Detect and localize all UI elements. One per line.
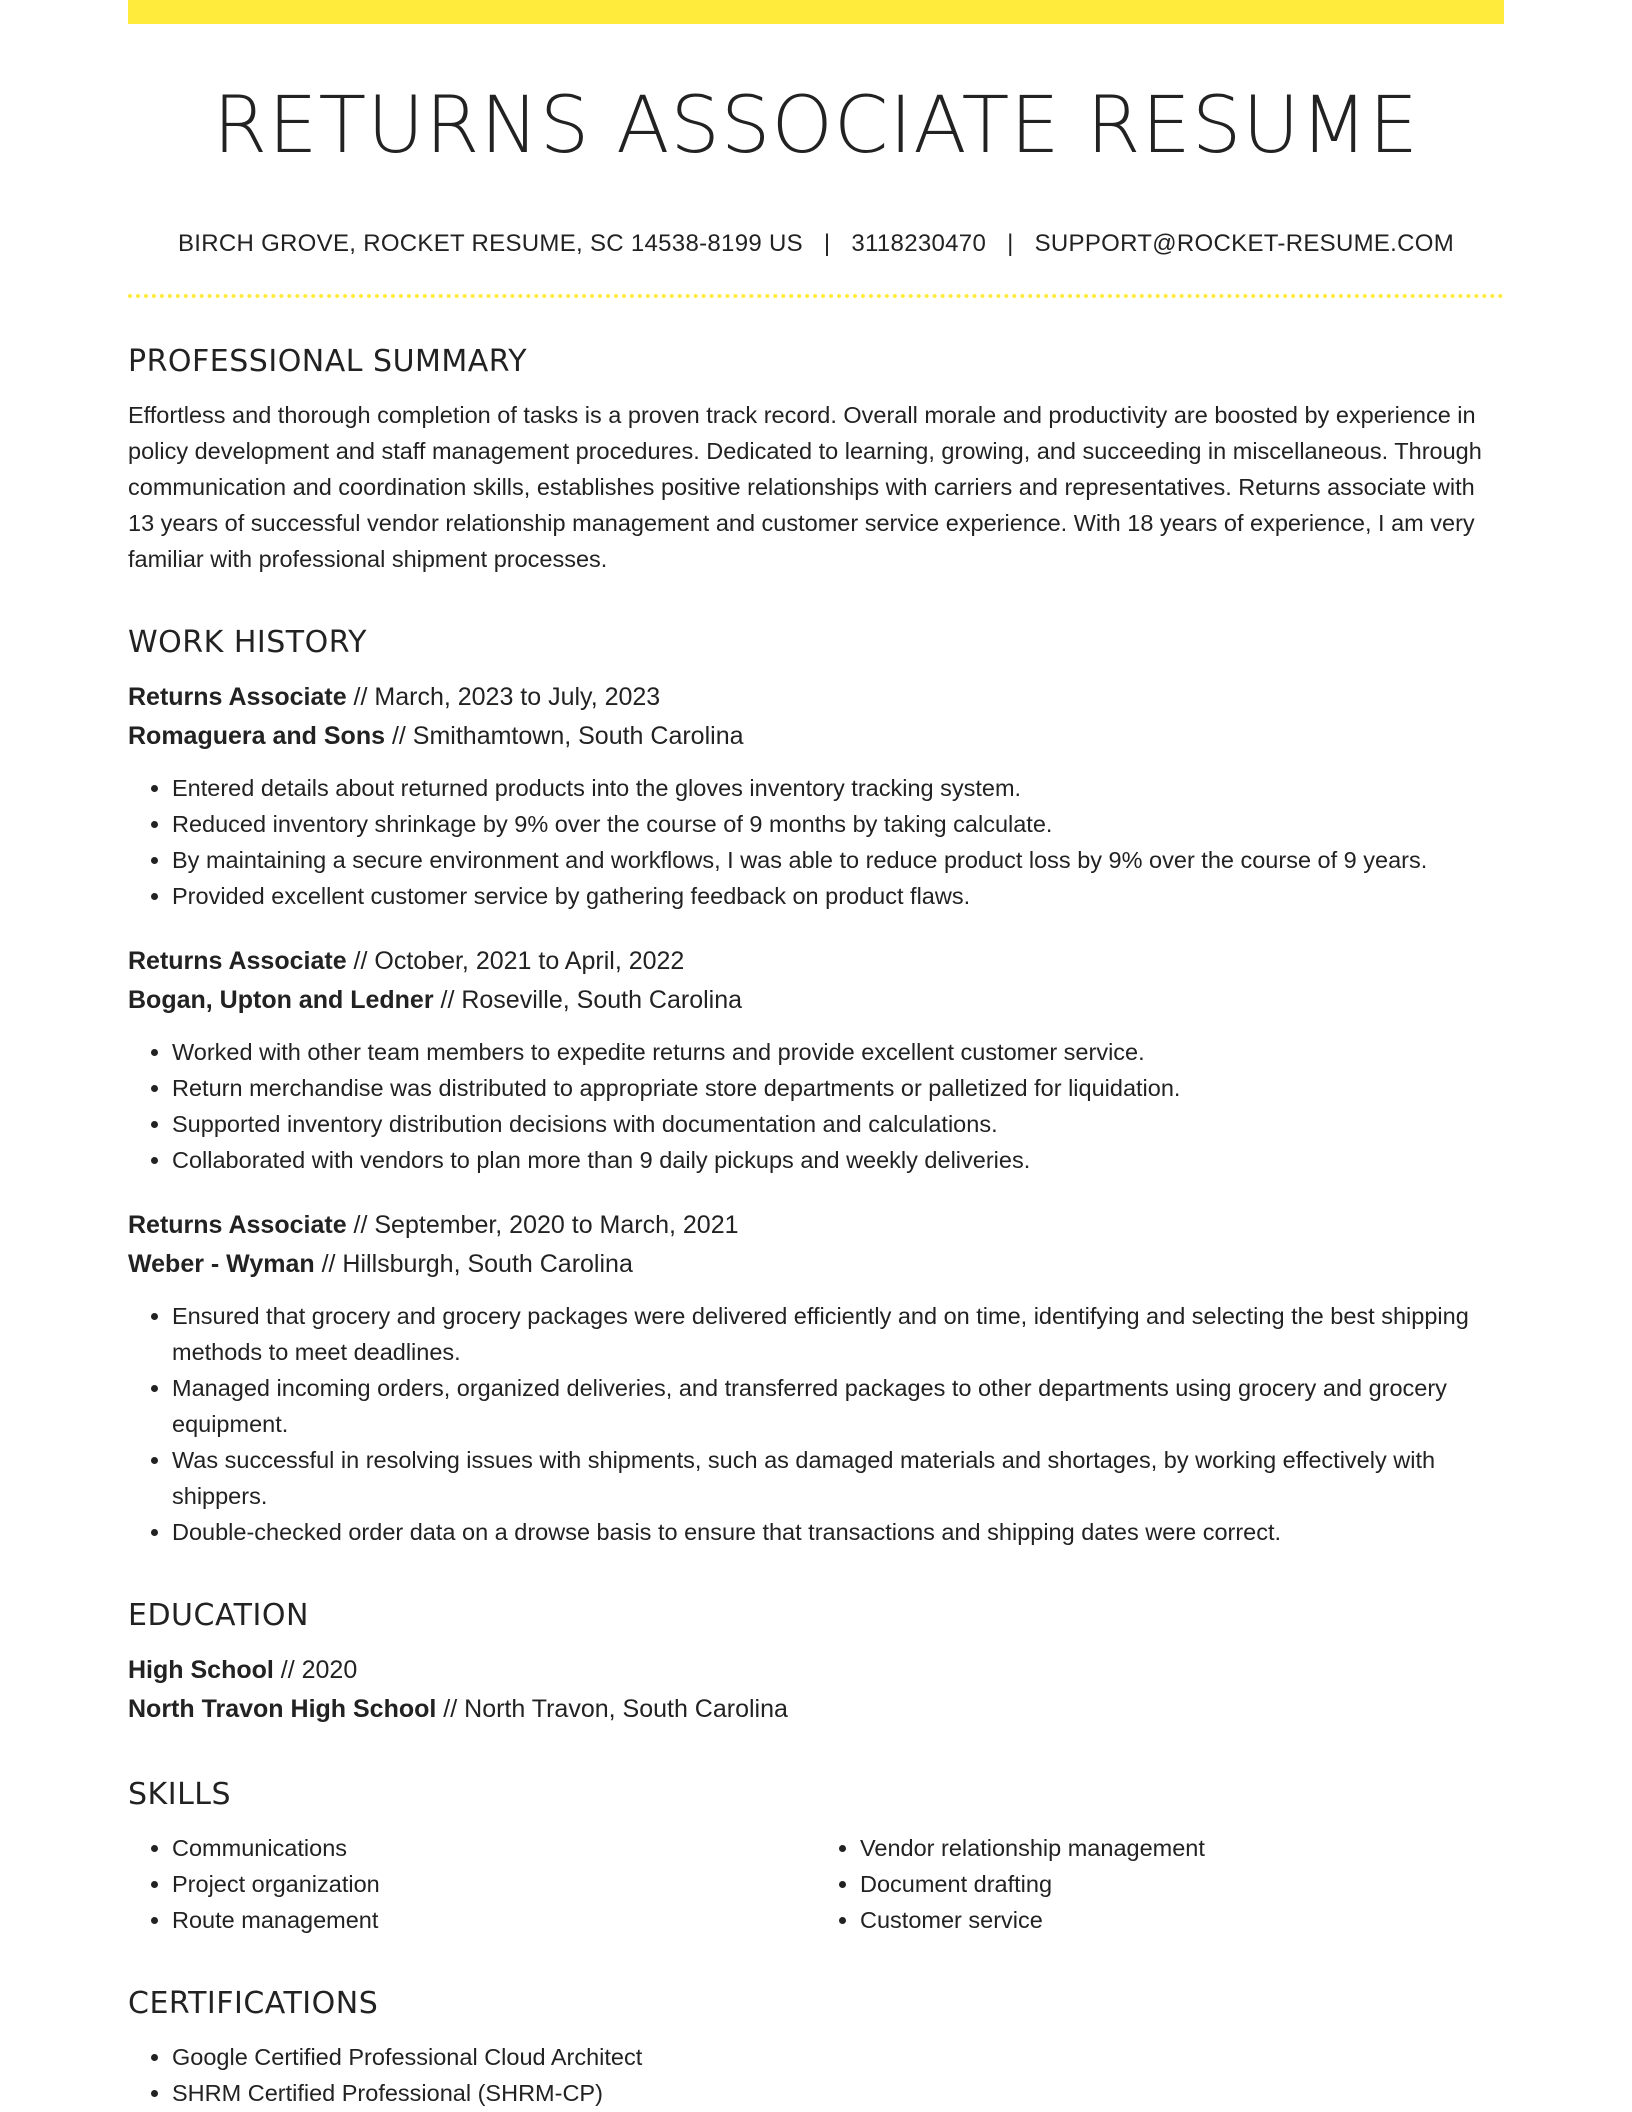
list-item: • Google Certified Professional Cloud Architect (172, 2039, 1504, 2075)
contact-phone: 3118230470 (851, 229, 987, 257)
work-history-heading: WORK HISTORY (128, 624, 367, 660)
list-item: • Return merchandise was distributed to appropriate store departments or palletized for liquidation. (172, 1070, 1504, 1106)
resume-page (128, 0, 1504, 2111)
job-title-line (128, 1206, 1504, 1245)
job-company-line (128, 981, 1504, 1020)
job-entry (128, 1206, 1504, 1550)
skills-section (128, 1777, 1504, 1938)
skills-grid (128, 1830, 1504, 1938)
contact-address: BIRCH GROVE, ROCKET RESUME, SC 14538-8199 US (177, 229, 803, 257)
education-section (128, 1598, 1504, 1729)
skills-list (816, 1830, 1504, 1938)
education-year: // 2020 (280, 1655, 358, 1684)
job-bullets (128, 1298, 1504, 1550)
list-item: • Worked with other team members to expedite returns and provide excellent customer service. (172, 1034, 1504, 1070)
summary-text: Effortless and thorough completion of tasks is a proven track record. Overall morale and productivity are boosted by experience in policy development and staff management procedures. Dedicated to learning, growing, and succeeding in miscellaneous. Through communication and coordination skills, establishes positive relationships with carriers and representatives. Returns associate with 13 years of successful vendor relationship management and customer service experience. With 18 years of experience, I am very familiar with professional shipment processes. (128, 401, 1482, 572)
list-item: • Project organization (172, 1866, 816, 1902)
contact-separator: | (1007, 229, 1014, 257)
job-dates: // September, 2020 to March, 2021 (353, 1210, 739, 1239)
job-company: Romaguera and Sons (128, 721, 385, 750)
dotted-divider (128, 294, 1504, 298)
job-entry (128, 678, 1504, 914)
work-history-section (128, 625, 1504, 1550)
job-company: Bogan, Upton and Ledner (128, 985, 434, 1014)
job-bullets (128, 1034, 1504, 1178)
certifications-section (128, 1986, 1504, 2111)
list-item: • Was successful in resolving issues with shipments, such as damaged materials and shortages, by working effectively with shippers. (172, 1442, 1504, 1514)
list-item: • Vendor relationship management (860, 1830, 1504, 1866)
skills-column-right (816, 1830, 1504, 1938)
education-heading: EDUCATION (128, 1597, 309, 1633)
list-item: • SHRM Certified Professional (SHRM-CP) (172, 2075, 1504, 2111)
job-dates: // March, 2023 to July, 2023 (353, 682, 661, 711)
certifications-heading: CERTIFICATIONS (128, 1985, 379, 2021)
list-item: • Provided excellent customer service by gathering feedback on product flaws. (172, 878, 1504, 914)
job-company-line (128, 717, 1504, 756)
job-location: // Roseville, South Carolina (440, 985, 743, 1014)
certifications-list (128, 2039, 1504, 2111)
education-location: // North Travon, South Carolina (443, 1694, 788, 1723)
summary-section (128, 344, 1504, 577)
skills-heading: SKILLS (128, 1776, 232, 1812)
list-item: • Reduced inventory shrinkage by 9% over the course of 9 months by taking calculate. (172, 806, 1504, 842)
job-title: Returns Associate (128, 682, 347, 711)
list-item: • Collaborated with vendors to plan more than 9 daily pickups and weekly deliveries. (172, 1142, 1504, 1178)
resume-title: RETURNS ASSOCIATE RESUME (213, 81, 1419, 171)
skills-column-left (128, 1830, 816, 1938)
list-item: • Customer service (860, 1902, 1504, 1938)
education-school: North Travon High School (128, 1694, 437, 1723)
job-location: // Hillsburgh, South Carolina (321, 1249, 633, 1278)
job-title-line (128, 678, 1504, 717)
top-accent-bar (128, 0, 1504, 24)
list-item: • Managed incoming orders, organized deliveries, and transferred packages to other departments using grocery and grocery equipment. (172, 1370, 1504, 1442)
list-item: • Supported inventory distribution decisions with documentation and calculations. (172, 1106, 1504, 1142)
job-company: Weber - Wyman (128, 1249, 315, 1278)
list-item: • Ensured that grocery and grocery packages were delivered efficiently and on time, identifying and selecting the best shipping methods to meet deadlines. (172, 1298, 1504, 1370)
job-entry (128, 942, 1504, 1178)
list-item: • Communications (172, 1830, 816, 1866)
job-dates: // October, 2021 to April, 2022 (353, 946, 685, 975)
job-title: Returns Associate (128, 946, 347, 975)
list-item: • Double-checked order data on a drowse basis to ensure that transactions and shipping dates were correct. (172, 1514, 1504, 1550)
summary-heading: PROFESSIONAL SUMMARY (128, 343, 528, 379)
job-title: Returns Associate (128, 1210, 347, 1239)
job-bullets (128, 770, 1504, 914)
skills-list (128, 1830, 816, 1938)
list-item: • Document drafting (860, 1866, 1504, 1902)
education-degree-line (128, 1651, 1504, 1690)
contact-email: SUPPORT@ROCKET-RESUME.COM (1034, 229, 1455, 257)
contact-line (128, 230, 1504, 258)
list-item: • By maintaining a secure environment and workflows, I was able to reduce product loss by 9% over the course of 9 years. (172, 842, 1504, 878)
job-location: // Smithamtown, South Carolina (391, 721, 744, 750)
list-item: • Entered details about returned products into the gloves inventory tracking system. (172, 770, 1504, 806)
job-title-line (128, 942, 1504, 981)
list-item: • Route management (172, 1902, 816, 1938)
education-school-line (128, 1690, 1504, 1729)
contact-separator: | (823, 229, 831, 257)
job-company-line (128, 1245, 1504, 1284)
education-degree: High School (128, 1655, 274, 1684)
